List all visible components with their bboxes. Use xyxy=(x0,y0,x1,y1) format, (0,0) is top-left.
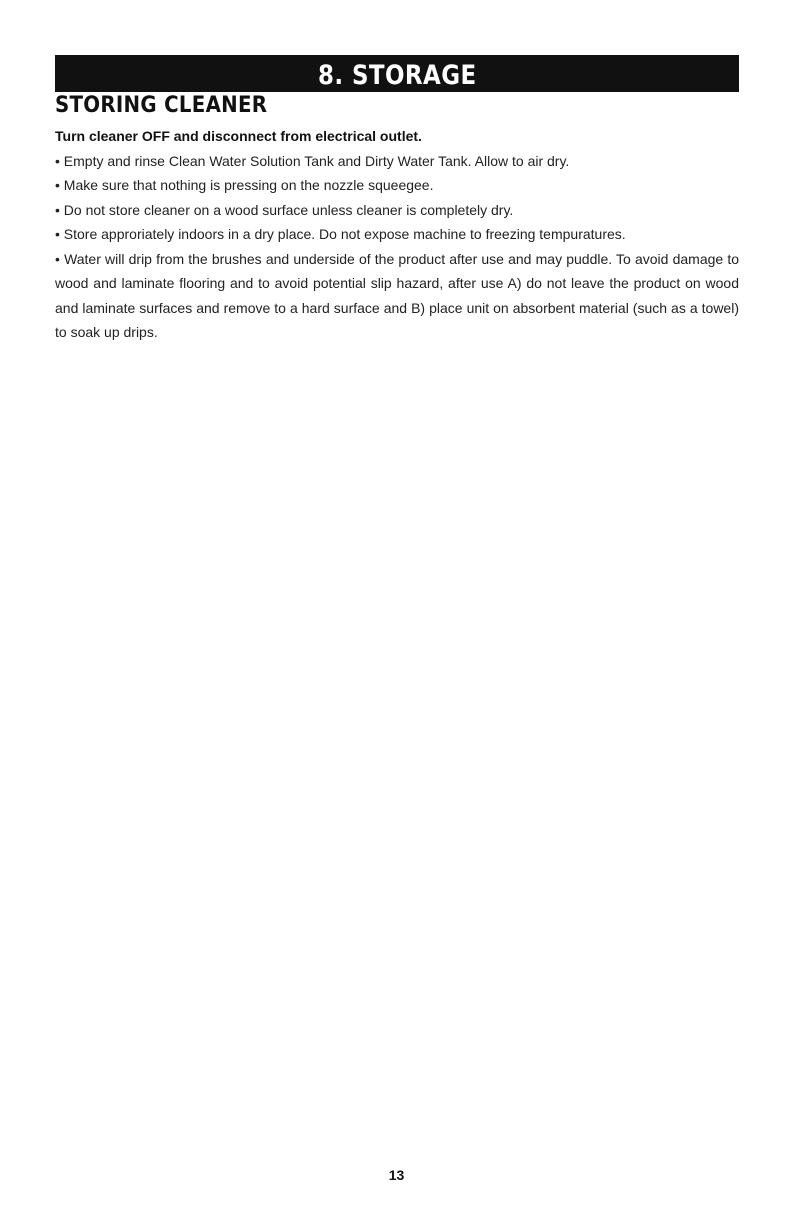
instruction-item: • Do not store cleaner on a wood surface unless cleaner is completely dry. xyxy=(55,198,739,223)
instruction-item: • Empty and rinse Clean Water Solution Tank and Dirty Water Tank. Allow to air dry. xyxy=(55,149,739,174)
section-title-banner xyxy=(55,55,739,92)
instruction-item: • Water will drip from the brushes and underside of the product after use and may puddle. To avoid damage to wood and laminate flooring and to avoid potential slip hazard, after use A) do not leave the product on wood and laminate surfaces and remove to a hard surface and B) place unit on absorbent material (such as a towel) to soak up drips. xyxy=(55,247,739,345)
intro-warning: Turn cleaner OFF and disconnect from electrical outlet. xyxy=(55,128,422,144)
storage-instructions xyxy=(55,124,739,345)
instruction-item: • Store approriately indoors in a dry place. Do not expose machine to freezing tempuratures. xyxy=(55,222,739,247)
instruction-list xyxy=(55,149,739,345)
instruction-item: • Make sure that nothing is pressing on the nozzle squeegee. xyxy=(55,173,739,198)
page-number: 13 xyxy=(388,1167,405,1183)
page-heading xyxy=(55,92,291,120)
page-heading-text: STORING CLEANER xyxy=(55,93,268,118)
section-title: 8. STORAGE xyxy=(317,60,477,91)
